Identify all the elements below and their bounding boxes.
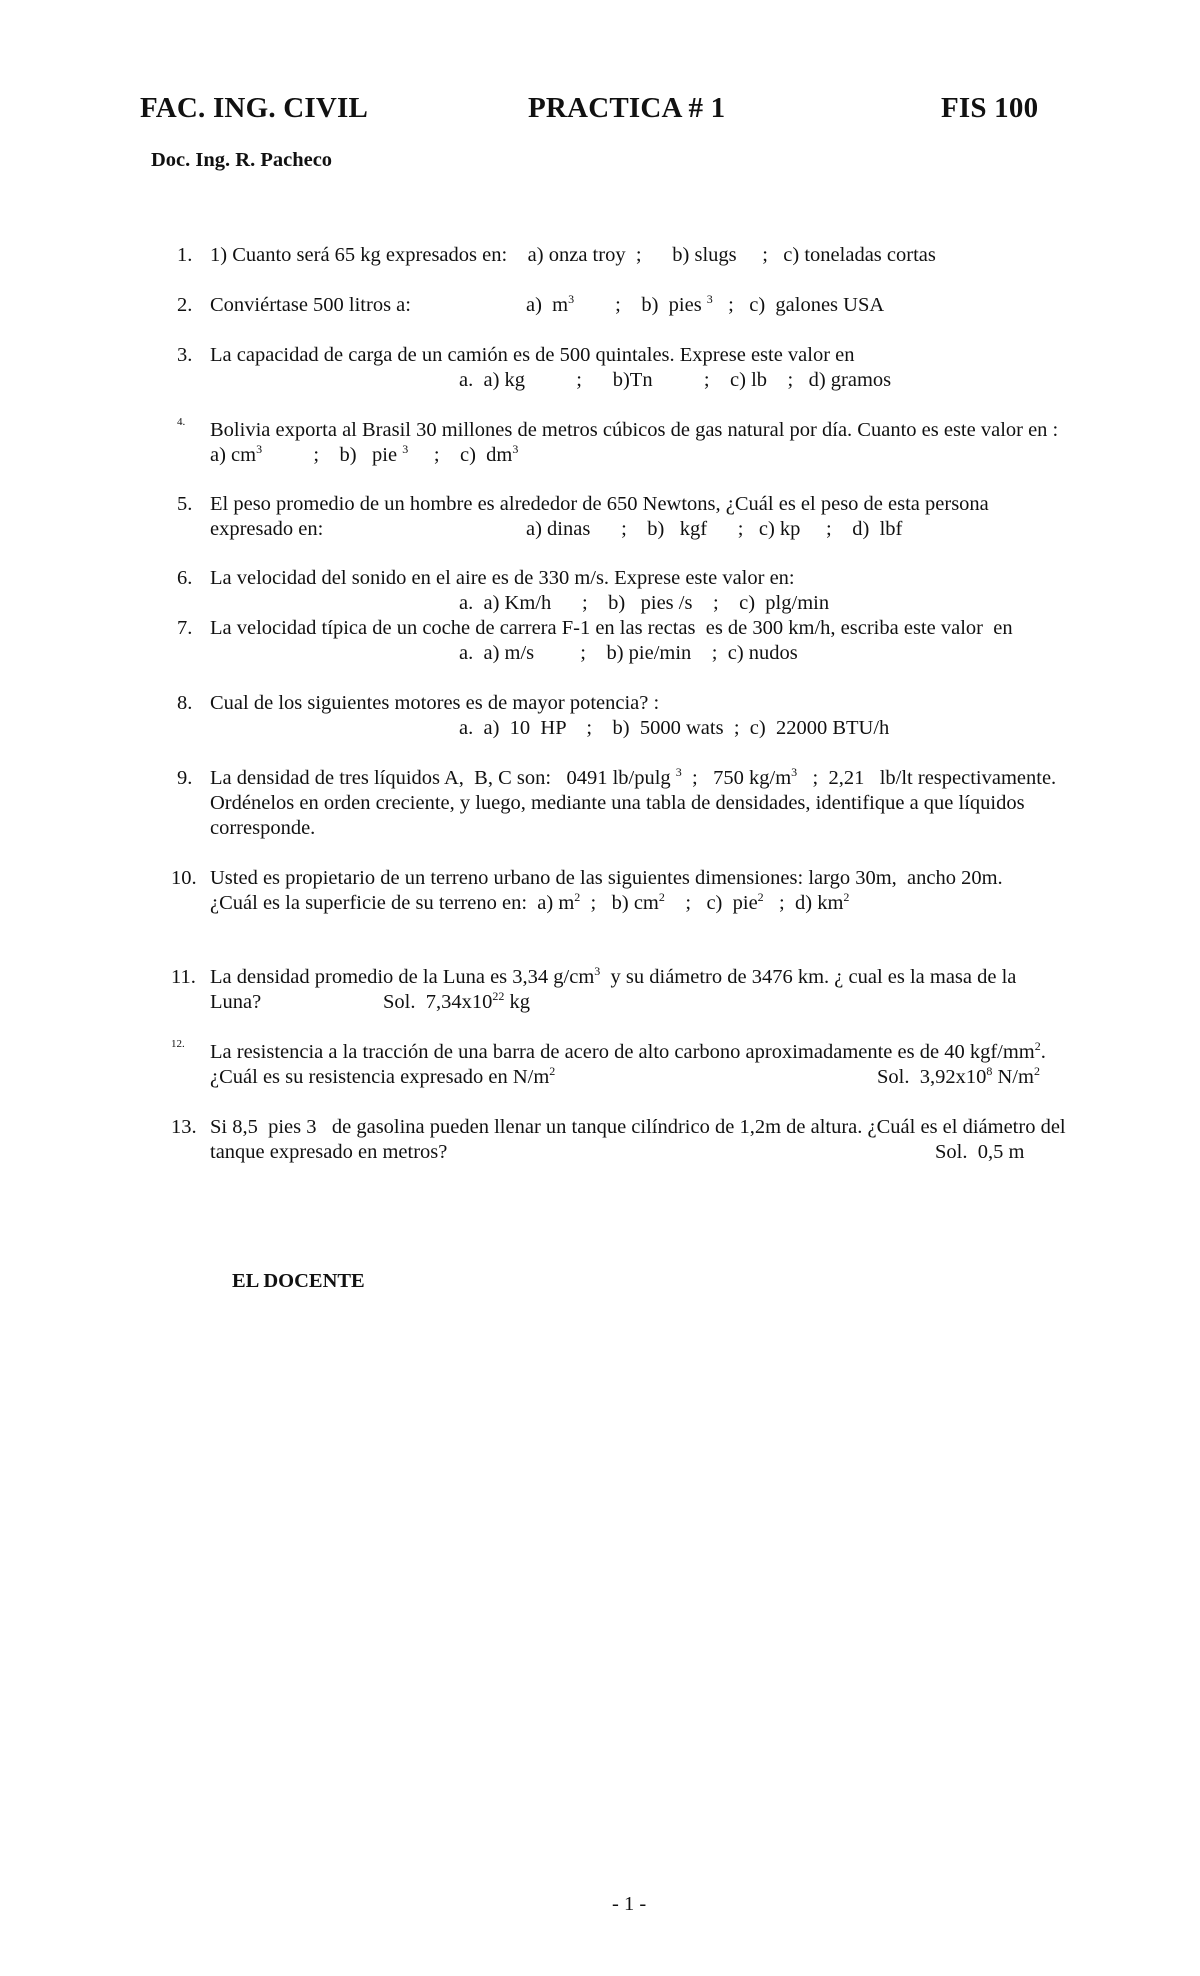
- problem-options: a. a) m/s ; b) pie/min ; c) nudos: [459, 642, 798, 664]
- practice-title: PRACTICA # 1: [528, 92, 726, 124]
- problem-text: Usted es propietario de un terreno urbano de las siguientes dimensiones: largo 30m, ancho 20m.: [210, 867, 1003, 889]
- problem-options: a. a) kg ; b)Tn ; c) lb ; d) gramos: [459, 369, 892, 391]
- solution: Sol. 0,5 m: [935, 1141, 1025, 1163]
- problem-number: 8.: [177, 692, 193, 714]
- signature-label: EL DOCENTE: [232, 1270, 365, 1292]
- problem-number: 12.: [171, 1038, 185, 1050]
- problem-number: 4.: [177, 416, 186, 428]
- problem-number: 3.: [177, 344, 193, 366]
- problem-options: a. a) 10 HP ; b) 5000 wats ; c) 22000 BTU/h: [459, 717, 890, 739]
- problem-number: 6.: [177, 567, 193, 589]
- problem-text: a) $m^3$ ; b) pies $^3$ ; c) galones USA: [526, 292, 885, 316]
- problem-text: 1) Cuanto será 65 kg expresados en: a) onza troy ; b) slugs ; c) toneladas cortas: [210, 244, 936, 266]
- problem-text: Bolivia exporta al Brasil 30 millones de metros cúbicos de gas natural por día. Cuanto es este valor en :: [210, 419, 1059, 441]
- page-number: - 1 -: [612, 1893, 647, 1915]
- problem-number: 2.: [177, 294, 193, 316]
- problem-text: tanque expresado en metros?: [210, 1141, 448, 1163]
- problem-text: Ordénelos en orden creciente, y luego, mediante una tabla de densidades, identifique a que líquidos: [210, 792, 1025, 814]
- course-code: FIS 100: [941, 92, 1039, 124]
- problem-number: 10.: [171, 867, 197, 889]
- problem-text: La densidad promedio de la Luna es 3,34 $g/cm^3$ y su diámetro de 3476 km. ¿ cual es la masa de la: [210, 964, 1017, 988]
- problem-text: Conviértase 500 litros a:: [210, 294, 411, 316]
- problem-text: Luna?: [210, 991, 262, 1013]
- problem-number: 1.: [177, 244, 193, 266]
- problem-number: 7.: [177, 617, 193, 639]
- solution: Sol. $3,92x10^8$ $N/m^2$: [877, 1064, 1040, 1088]
- faculty-title: FAC. ING. CIVIL: [140, 92, 369, 124]
- problem-number: 9.: [177, 767, 193, 789]
- solution: Sol. $7,34x10^{22}$ kg: [383, 989, 530, 1013]
- instructor-name: Doc. Ing. R. Pacheco: [151, 149, 333, 171]
- problem-options: ¿Cuál es la superficie de su terreno en: a) $m^2$ ; b) $cm^2$ ; c) pie$^2$ ; d) $km^2$: [210, 890, 850, 914]
- problem-text: expresado en:: [210, 518, 324, 540]
- problem-text: La densidad de tres líquidos A, B, C son: 0491 lb/pulg $^3$ ; 750 $kg/m^3$ ; 2,21 lb/lt respectivamente.: [210, 765, 1057, 789]
- problem-options: a) dinas ; b) kgf ; c) kp ; d) lbf: [526, 518, 903, 540]
- problem-text: La capacidad de carga de un camión es de 500 quintales. Exprese este valor en: [210, 344, 855, 366]
- problem-text: corresponde.: [210, 817, 316, 839]
- problem-options: a. a) Km/h ; b) pies /s ; c) plg/min: [459, 592, 830, 614]
- problem-number: 13.: [171, 1116, 197, 1138]
- problem-text: La velocidad típica de un coche de carrera F-1 en las rectas es de 300 km/h, escriba este valor en: [210, 617, 1013, 639]
- problem-number: 11.: [171, 966, 196, 988]
- problem-text: Cual de los siguientes motores es de mayor potencia? :: [210, 692, 660, 714]
- problem-options: a) $cm^3$ ; b) pie $^3$ ; c) $dm^3$: [210, 442, 519, 466]
- problem-text: La velocidad del sonido en el aire es de 330 m/s. Exprese este valor en:: [210, 567, 795, 589]
- problem-text: Si 8,5 pies 3 de gasolina pueden llenar un tanque cilíndrico de 1,2m de altura. ¿Cuál es el diámetro del: [210, 1116, 1066, 1138]
- problem-number: 5.: [177, 493, 193, 515]
- problem-text: ¿Cuál es su resistencia expresado en $N/m^2$: [210, 1064, 556, 1088]
- problem-text: La resistencia a la tracción de una barra de acero de alto carbono aproximadamente es de 40 kgf/$mm^2$.: [210, 1039, 1046, 1063]
- problem-text: El peso promedio de un hombre es alrededor de 650 Newtons, ¿Cuál es el peso de esta persona: [210, 493, 989, 515]
